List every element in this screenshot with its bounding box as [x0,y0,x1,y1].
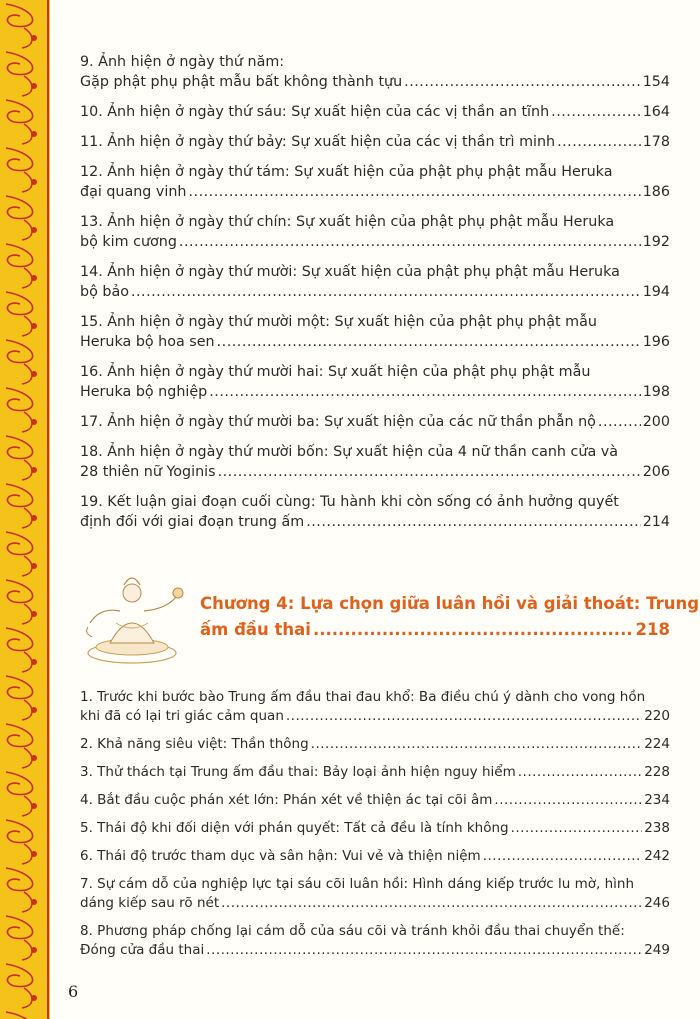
toc-entry-line2 [80,132,670,152]
dot-leader [206,941,642,960]
border-dot-motif [31,563,37,569]
toc-page-number: 242 [644,848,670,864]
toc-entry[interactable] [80,492,670,532]
toc-entry-line2 [80,382,670,402]
border-dot-motif [31,227,37,233]
toc-page-number: 196 [642,334,670,350]
page-number: 6 [68,982,79,1001]
border-dot-motif [31,851,37,857]
toc-top-list [80,52,670,542]
border-dot-motif [31,131,37,137]
toc-entry[interactable] [80,847,670,866]
toc-entry[interactable] [80,791,670,810]
toc-entry[interactable] [80,688,670,726]
toc-bottom-list [80,688,670,969]
toc-entry-line2 [80,332,670,352]
ornamental-border [0,0,50,1019]
toc-entry-text: 3. Thử thách tại Trung ấm đầu thai: Bảy loại ảnh hiện nguy hiểm [80,764,516,780]
toc-entry-text: 5. Thái độ khi đối diện với phán quyết: Tất cả đều là tính không [80,820,509,836]
toc-page-number: 178 [642,134,670,150]
chapter-title-line2 [200,617,670,643]
toc-page-number: 249 [644,942,670,958]
toc-entry-line1: 15. Ảnh hiện ở ngày thứ mười một: Sự xuất hiện của phật phụ phật mẫu [80,314,597,330]
toc-page-number: 194 [642,284,670,300]
toc-entry-line2 [80,462,670,482]
toc-page-number: 238 [644,820,670,836]
toc-entry[interactable] [80,362,670,402]
toc-page-number: 200 [642,414,670,430]
border-dot-motif [31,419,37,425]
toc-entry-text: 17. Ảnh hiện ở ngày thứ mười ba: Sự xuất hiện của các nữ thần phẫn nộ [80,414,596,430]
deity-illustration [80,563,190,671]
dot-leader [217,332,641,352]
toc-entry[interactable] [80,262,670,302]
toc-entry-text: 4. Bắt đầu cuộc phán xét lớn: Phán xét về thiện ác tại cõi âm [80,792,493,808]
border-dot-motif [31,83,37,89]
dot-leader [131,282,641,302]
border-dot-motif [31,179,37,185]
toc-entry[interactable] [80,922,670,960]
dot-leader [598,412,641,432]
toc-entry-line1: 18. Ảnh hiện ở ngày thứ mười bốn: Sự xuất hiện của 4 nữ thần canh cửa và [80,444,618,460]
toc-entry-line2 [80,763,670,782]
toc-entry-text: định đối với giai đoạn trung ấm [80,514,305,530]
toc-entry-line1: 12. Ảnh hiện ở ngày thứ tám: Sự xuất hiện của phật phụ phật mẫu Heruka [80,164,613,180]
dot-leader [483,847,643,866]
border-dot-motif [31,707,37,713]
border-dot-motif [31,995,37,1001]
toc-entry-line1: 1. Trước khi bước bào Trung ấm đầu thai đau khổ: Ba điều chú ý dành cho vong hồn [80,689,646,705]
toc-entry-text: đại quang vinh [80,184,187,200]
chapter-page-number: 218 [635,620,670,639]
toc-entry-line2 [80,707,670,726]
dot-leader [518,763,642,782]
dot-leader [404,72,641,92]
toc-entry-line2 [80,182,670,202]
toc-entry[interactable] [80,312,670,352]
toc-entry-line1: 16. Ảnh hiện ở ngày thứ mười hai: Sự xuất hiện của phật phụ phật mẫu [80,364,591,380]
toc-entry-line1: 9. Ảnh hiện ở ngày thứ năm: [80,54,285,70]
toc-entry-line2 [80,412,670,432]
toc-entry-line2 [80,72,670,92]
dot-leader [209,382,640,402]
toc-entry[interactable] [80,412,670,432]
toc-entry-line2 [80,282,670,302]
dot-leader [189,182,641,202]
toc-page-number: 234 [644,792,670,808]
border-dot-motif [31,467,37,473]
dot-leader [218,462,641,482]
dot-leader [286,707,642,726]
toc-entry-line2 [80,941,670,960]
border-dot-motif [31,659,37,665]
toc-entry-line1: 7. Sự cám dỗ của nghiệp lực tại sáu cõi luân hồi: Hình dáng kiếp trước lu mờ, hình [80,876,635,892]
toc-entry[interactable] [80,102,670,122]
toc-page [50,0,700,1019]
toc-entry-text: khi đã có lại tri giác cảm quan [80,708,284,724]
dot-leader [179,232,641,252]
dot-leader [551,102,641,122]
toc-entry-line2 [80,847,670,866]
toc-page-number: 228 [644,764,670,780]
chapter-heading [80,563,700,673]
dot-leader [511,819,643,838]
border-dot-motif [31,611,37,617]
toc-page-number: 246 [644,895,670,911]
toc-entry-line1: 19. Kết luận giai đoạn cuối cùng: Tu hành khi còn sống có ảnh hưởng quyết [80,494,619,510]
toc-page-number: 186 [642,184,670,200]
toc-entry-text: 10. Ảnh hiện ở ngày thứ sáu: Sự xuất hiện của các vị thần an tĩnh [80,104,550,120]
toc-page-number: 224 [644,736,670,752]
border-dot-motif [31,275,37,281]
toc-entry-line2 [80,735,670,754]
toc-entry[interactable] [80,52,670,92]
border-dot-motif [31,755,37,761]
toc-page-number: 220 [644,708,670,724]
toc-page-number: 206 [642,464,670,480]
dot-leader [311,735,643,754]
toc-entry-text: Gặp phật phụ phật mẫu bất không thành tựu [80,74,403,90]
toc-page-number: 214 [642,514,670,530]
toc-entry[interactable] [80,875,670,913]
border-dot-motif [31,323,37,329]
border-dot-motif [31,803,37,809]
dot-leader [494,791,642,810]
toc-entry-text: bộ bảo [80,284,129,300]
toc-page-number: 154 [642,74,670,90]
toc-entry-line1: 8. Phương pháp chống lại cám dỗ của sáu cõi và tránh khỏi đầu thai chuyển thế: [80,923,625,939]
toc-entry-text: Đóng cửa đầu thai [80,942,205,958]
border-dot-motif [31,899,37,905]
border-pattern [0,0,50,1019]
toc-entry-line2 [80,791,670,810]
border-dot-motif [31,515,37,521]
border-dot-motif [31,35,37,41]
toc-entry-text: bộ kim cương [80,234,177,250]
toc-entry-text: 2. Khả năng siêu việt: Thần thông [80,736,309,752]
toc-page-number: 198 [642,384,670,400]
toc-entry[interactable] [80,735,670,754]
toc-entry-line2 [80,894,670,913]
toc-entry-line2 [80,819,670,838]
chapter-title-line2-text: ấm đầu thai [200,620,311,639]
toc-entry-line1: 14. Ảnh hiện ở ngày thứ mười: Sự xuất hiện của phật phụ phật mẫu Heruka [80,264,620,280]
toc-entry[interactable] [80,212,670,252]
toc-entry[interactable] [80,819,670,838]
toc-entry-text: 28 thiên nữ Yoginis [80,464,216,480]
toc-entry-text: 6. Thái độ trước tham dục và sân hận: Vui vẻ và thiện niệm [80,848,481,864]
dot-leader [557,132,641,152]
toc-page-number: 192 [642,234,670,250]
dot-leader [306,512,640,532]
dot-leader [313,617,634,643]
chapter-title-line1: Chương 4: Lựa chọn giữa luân hồi và giải thoát: Trung [200,594,700,613]
toc-entry-line2 [80,102,670,122]
border-dot-motif [31,371,37,377]
toc-entry-text: dáng kiếp sau rõ nét [80,895,220,911]
dot-leader [221,894,642,913]
toc-entry[interactable] [80,162,670,202]
toc-entry[interactable] [80,442,670,482]
toc-entry[interactable] [80,132,670,152]
chapter-title [200,591,700,643]
toc-entry-text: Heruka bộ hoa sen [80,334,215,350]
toc-entry-line2 [80,232,670,252]
toc-entry-line2 [80,512,670,532]
toc-entry[interactable] [80,763,670,782]
toc-entry-text: Heruka bộ nghiệp [80,384,208,400]
toc-entry-line1: 13. Ảnh hiện ở ngày thứ chín: Sự xuất hiện của phật phụ phật mẫu Heruka [80,214,615,230]
toc-page-number: 164 [642,104,670,120]
toc-entry-text: 11. Ảnh hiện ở ngày thứ bảy: Sự xuất hiện của các vị thần trì minh [80,134,556,150]
border-dot-motif [31,947,37,953]
